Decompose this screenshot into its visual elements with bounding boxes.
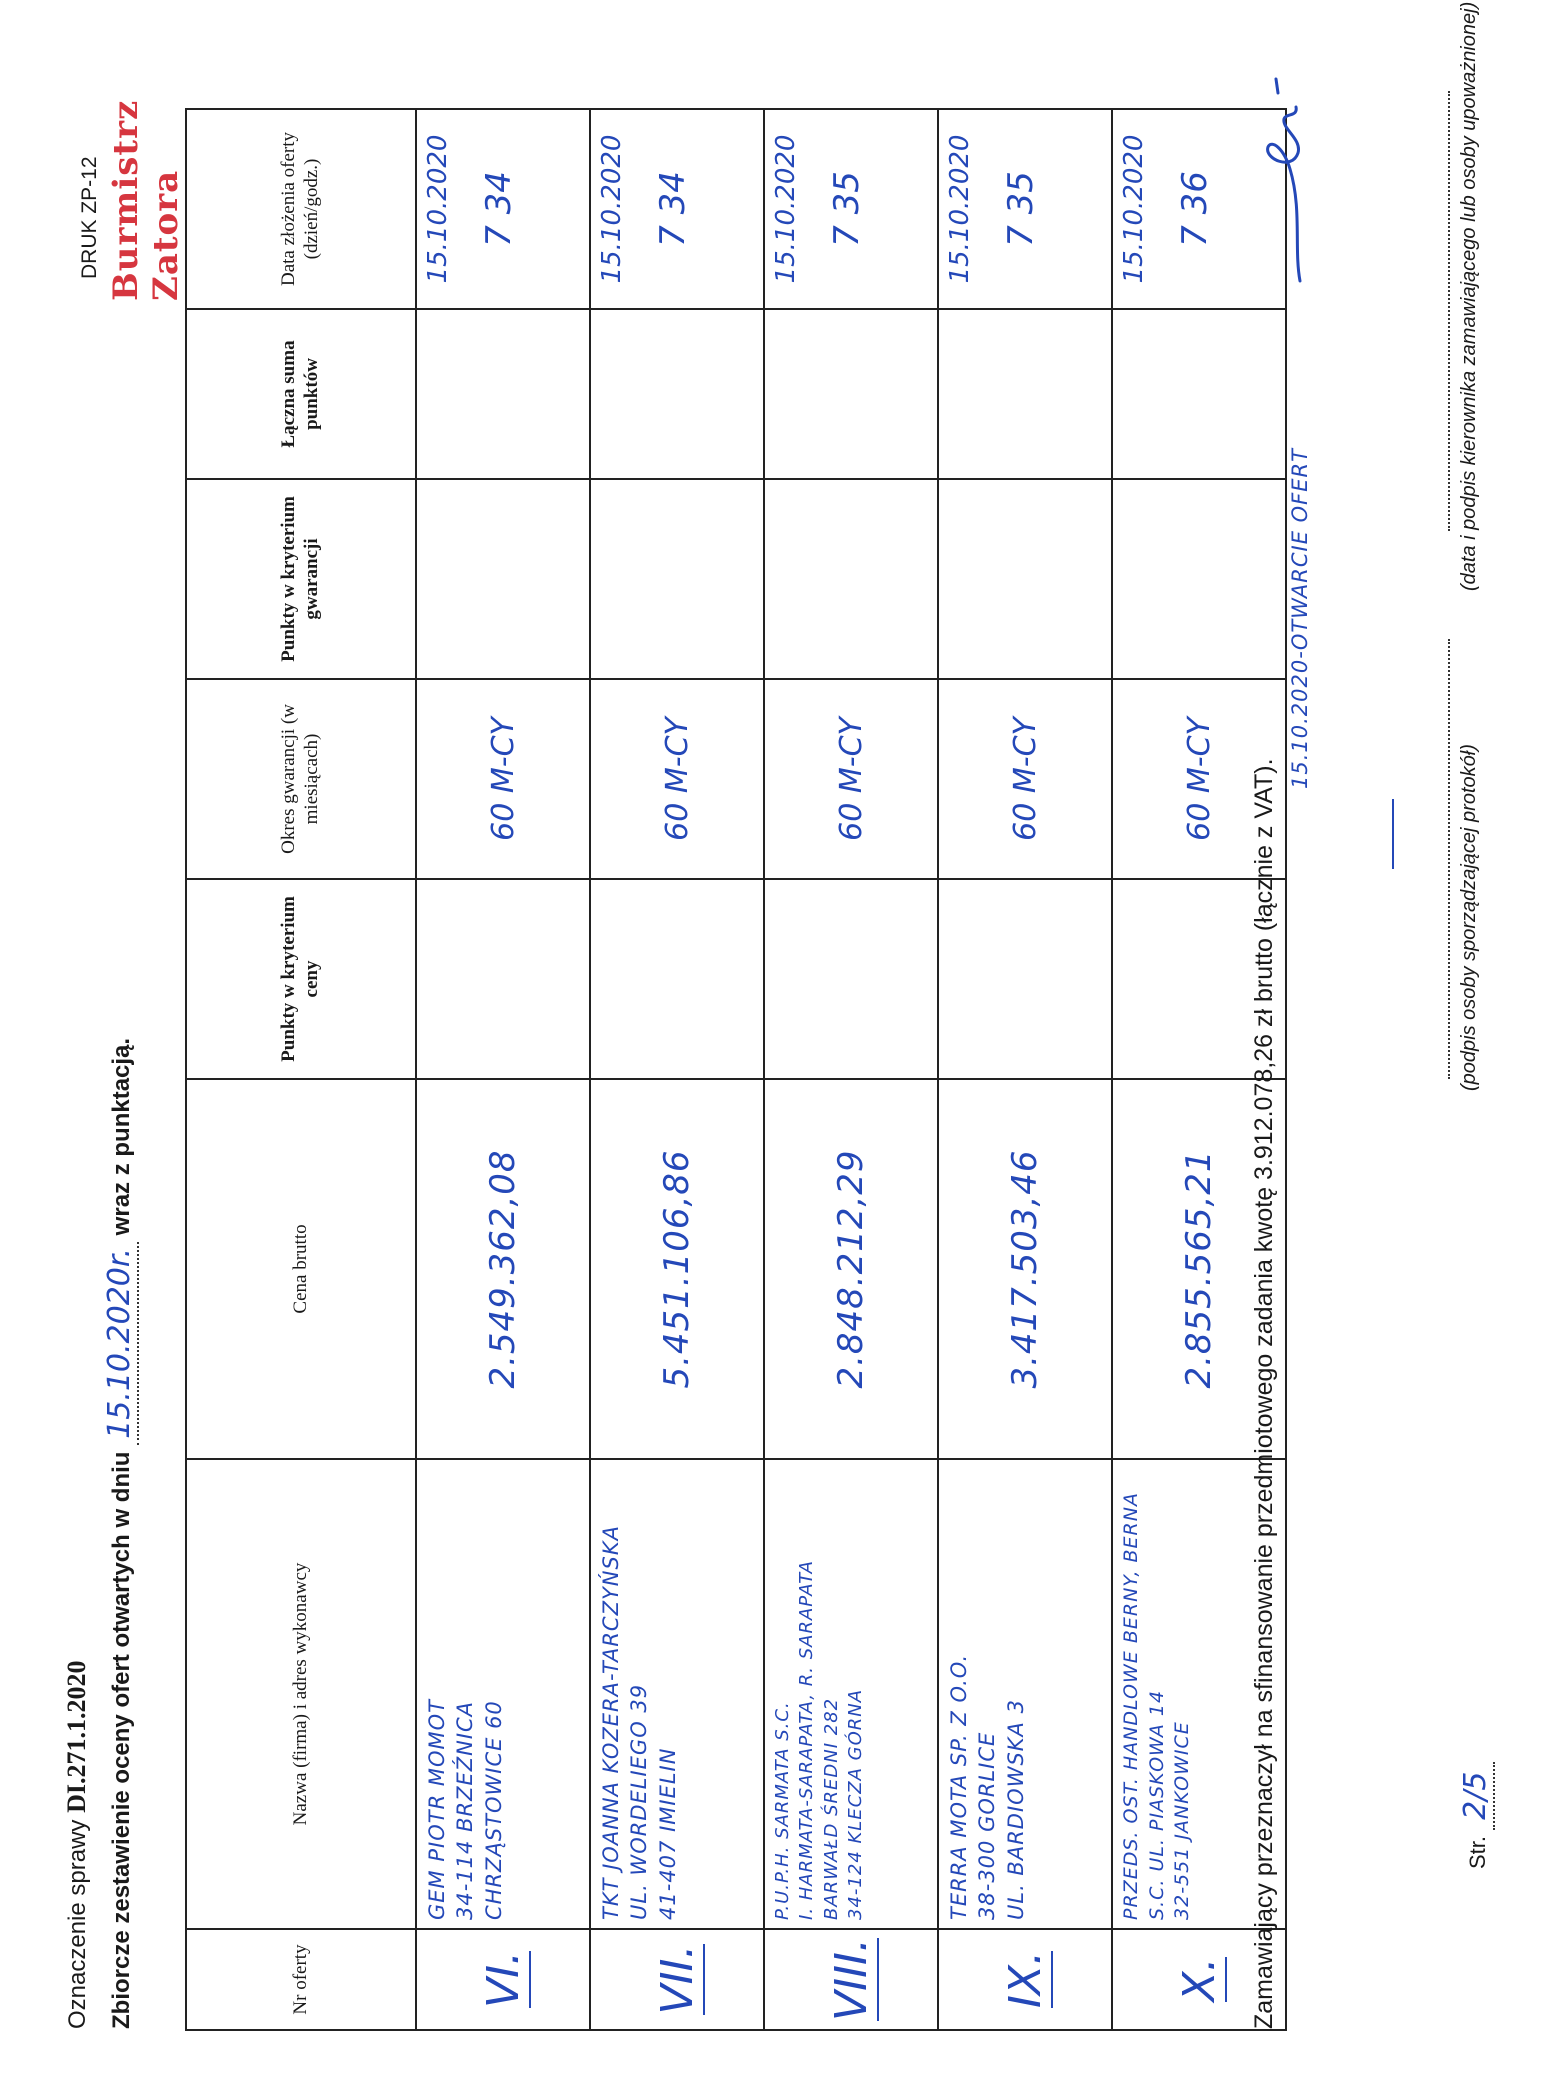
offer-price: 2.549.362,08 <box>416 1079 590 1459</box>
offer-number: IX. <box>938 1929 1112 2030</box>
col-header-total: Łączna suma punktów <box>186 309 416 479</box>
offer-number: X. <box>1112 1929 1286 2030</box>
offer-firm: GEM PIOTR MOMOT 34-114 BRZEŹNICA CHRZĄSTOWICE 60 <box>416 1459 590 1929</box>
case-line <box>62 1660 92 2029</box>
table-row <box>764 109 938 2030</box>
offer-price-points <box>764 879 938 1079</box>
case-label: Oznaczenie sprawy <box>64 1819 91 2029</box>
signature-line-left <box>1448 639 1450 1079</box>
signature-icon <box>1232 59 1342 289</box>
col-header-firm: Nazwa (firma) i adres wykonawcy <box>186 1459 416 1929</box>
document-title <box>102 1038 139 2029</box>
page-indicator <box>1458 1762 1495 1869</box>
offer-firm: TKT JOANNA KOZERA-TARCZYŃSKA UL. WORDELIEGO 39 41-407 IMIELIN <box>590 1459 764 1929</box>
offer-total <box>938 309 1112 479</box>
budget-statement: Zamawiający przeznaczył na sfinansowanie przedmiotowego zadania kwotę 3.912.078,26 zł brutto (łącznie z VAT). <box>1250 758 1278 2029</box>
offer-warranty: 60 M-CY <box>1112 679 1286 879</box>
page-label: Str. <box>1465 1835 1490 1869</box>
offer-date: 15.10.2020 7 34 <box>590 109 764 309</box>
offer-price: 2.855.565,21 <box>1112 1079 1286 1459</box>
table-row <box>416 109 590 2030</box>
signature-caption-left: (podpis osoby sporządzającej protokół) <box>1458 744 1480 1091</box>
form-code: DRUK ZP-12 <box>78 156 101 279</box>
offers-table <box>185 108 1287 2031</box>
offer-firm: PRZEDS. OST. HANDLOWE BERNY, BERNA S.C. UL. PIASKOWA 14 32-551 JANKOWICE <box>1112 1459 1286 1929</box>
col-header-warranty: Okres gwarancji (w miesiącach) <box>186 679 416 879</box>
offer-number: VI. <box>416 1929 590 2030</box>
table-row <box>938 109 1112 2030</box>
offer-date: 15.10.2020 7 34 <box>416 109 590 309</box>
col-header-price-points: Punkty w kryterium ceny <box>186 879 416 1079</box>
offer-warranty-points <box>590 479 764 679</box>
offer-price: 5.451.106,86 <box>590 1079 764 1459</box>
table-row <box>590 109 764 2030</box>
offer-price-points <box>590 879 764 1079</box>
signature-mark <box>1392 799 1394 869</box>
offer-firm: P.U.P.H. SARMATA S.C. I. HARMATA-SARAPATA, R. SARAPATA BARWAŁD ŚREDNI 282 34-124 KLECZA GÓRNA <box>764 1459 938 1929</box>
offer-price: 3.417.503,46 <box>938 1079 1112 1459</box>
title-prefix: Zbiorcze zestawienie oceny ofert otwartych w dniu <box>108 1451 135 2029</box>
col-header-date: Data złożenia oferty (dzień/godz.) <box>186 109 416 309</box>
offer-date: 15.10.2020 7 35 <box>938 109 1112 309</box>
offer-date: 15.10.2020 7 35 <box>764 109 938 309</box>
title-date: 15.10.2020r. <box>102 1242 139 1445</box>
offer-warranty-points <box>764 479 938 679</box>
page-number: 2/5 <box>1458 1762 1495 1830</box>
col-header-price: Cena brutto <box>186 1079 416 1459</box>
offer-date: 15.10.2020 7 36 <box>1112 109 1286 309</box>
offer-warranty-points <box>938 479 1112 679</box>
handwritten-note: 15.10.2020-OTWARCIE OFERT <box>1288 448 1312 789</box>
offer-price-points <box>416 879 590 1079</box>
case-number: DI.271.1.2020 <box>62 1660 91 1813</box>
col-header-warranty-points: Punkty w kryterium gwarancji <box>186 479 416 679</box>
table-header-row <box>186 109 416 2030</box>
offer-number: VIII. <box>764 1929 938 2030</box>
offer-warranty: 60 M-CY <box>938 679 1112 879</box>
offer-total <box>764 309 938 479</box>
offer-warranty: 60 M-CY <box>416 679 590 879</box>
col-header-nr: Nr oferty <box>186 1929 416 2030</box>
title-suffix: wraz z punktacją. <box>108 1037 135 1236</box>
signature-line-right <box>1448 91 1450 531</box>
offer-firm: TERRA MOTA SP. Z O.O. 38-300 GORLICE UL. BARDIOWSKA 3 <box>938 1459 1112 1929</box>
offer-price-points <box>938 879 1112 1079</box>
offer-total <box>416 309 590 479</box>
offer-total <box>1112 309 1286 479</box>
offer-warranty: 60 M-CY <box>590 679 764 879</box>
offer-total <box>590 309 764 479</box>
offer-price: 2.848.212,29 <box>764 1079 938 1459</box>
offer-warranty-points <box>1112 479 1286 679</box>
offer-number: VII. <box>590 1929 764 2030</box>
offer-warranty-points <box>416 479 590 679</box>
offer-warranty: 60 M-CY <box>764 679 938 879</box>
signature-caption-right: (data i podpis kierownika zamawiającego lub osoby upoważnionej) <box>1458 1 1480 591</box>
official-stamp: Burmistrz Zatora <box>106 99 186 301</box>
